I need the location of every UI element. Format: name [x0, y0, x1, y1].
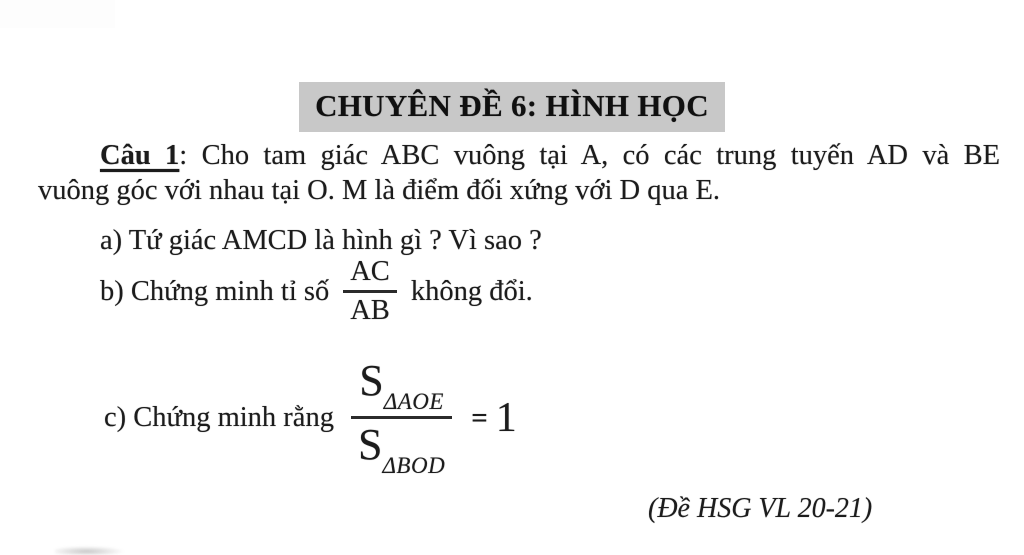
problem-label: Câu 1: [100, 140, 180, 171]
scan-artifact-bottom: [55, 546, 125, 555]
equals-sign: =: [471, 401, 488, 434]
question-part-b: [100, 258, 533, 326]
part-b-prefix: b) Chứng minh tỉ số: [100, 276, 330, 307]
title-row: [0, 82, 1024, 132]
fraction-numerator: AC: [343, 257, 397, 293]
intro-line-1-text: : Cho tam giác ABC vuông tại A, có các trung tuyến AD và BE: [179, 140, 1001, 171]
question-part-c: [104, 356, 517, 478]
area-denominator: [350, 419, 453, 477]
area-numerator: [351, 356, 452, 419]
result-value: 1: [495, 395, 517, 441]
problem-intro: [38, 138, 1000, 208]
scan-artifact-top-left: [0, 0, 115, 28]
area-symbol-numerator: S: [359, 356, 384, 405]
fraction-area-ratio: [350, 356, 453, 478]
question-part-a: a) Tứ giác AMCD là hình gì ? Vì sao ?: [100, 225, 542, 256]
fraction-ac-ab: [343, 257, 397, 327]
page-title: CHUYÊN ĐỀ 6: HÌNH HỌC: [299, 82, 725, 132]
intro-line-1: [38, 138, 1000, 173]
intro-line-2: vuông góc với nhau tại O. M là điểm đối xứng với D qua E.: [38, 175, 720, 206]
fraction-denominator: AB: [350, 295, 390, 326]
part-c-prefix: c) Chứng minh rằng: [104, 402, 334, 433]
area-symbol-denominator: S: [357, 420, 383, 469]
equation-result: [471, 397, 517, 439]
area-subscript-denominator: ΔBOD: [382, 453, 446, 478]
part-b-suffix: không đổi.: [410, 276, 533, 307]
area-subscript-numerator: ΔAOE: [383, 389, 444, 414]
exam-source-attribution: (Đề HSG VL 20-21): [648, 493, 873, 524]
